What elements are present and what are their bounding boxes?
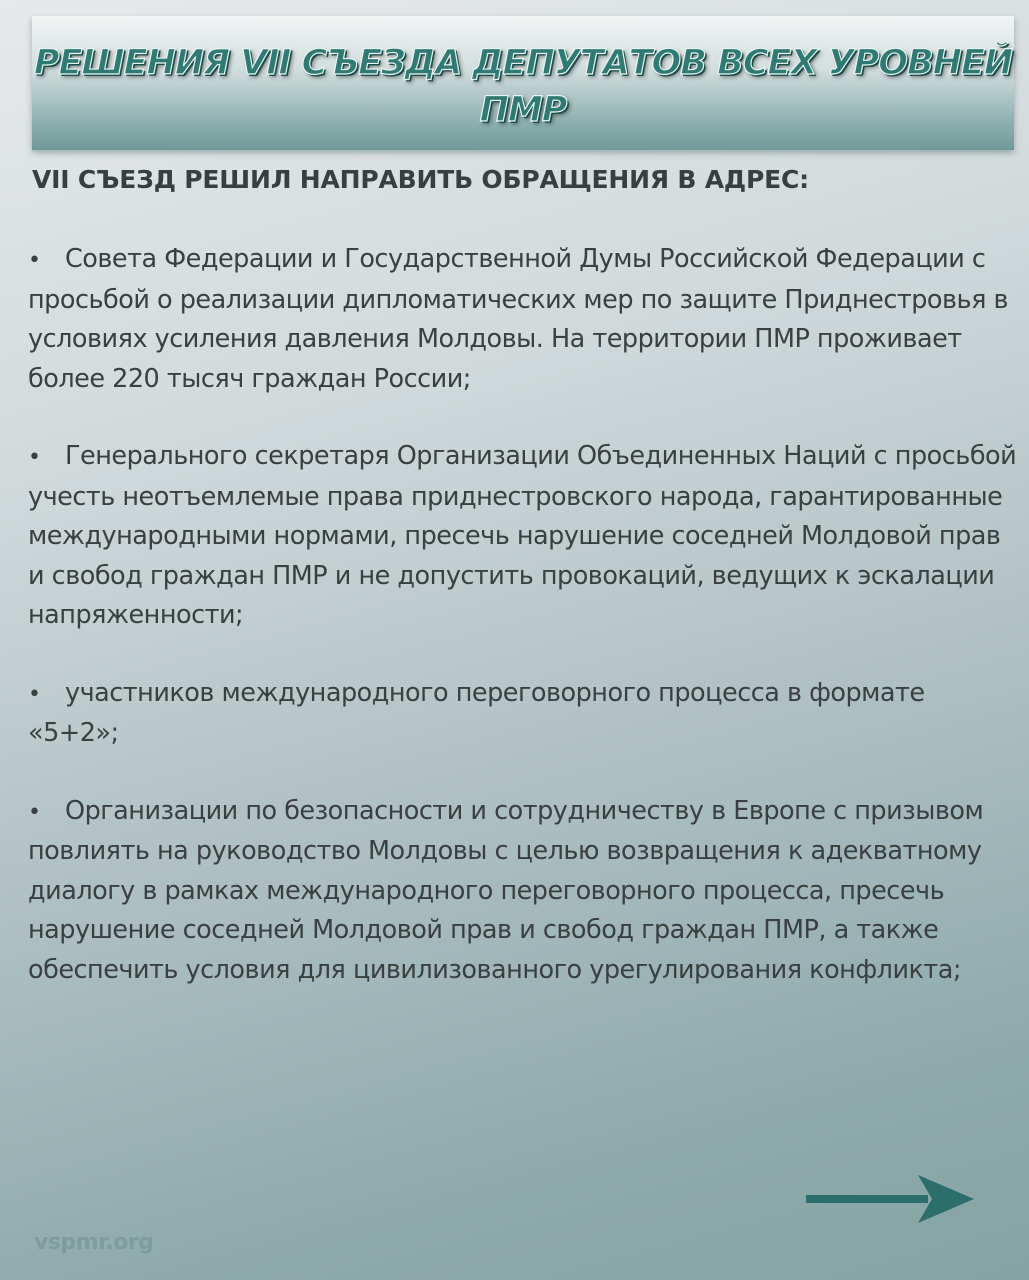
list-item-text: Организации по безопасности и сотрудничеству в Европе с призывом повлиять на руководство Молдовы с целью возвращения к адекватному диалогу в рамках международного переговорного процесса, пресечь нарушение соседней Молдовой прав и свобод граждан ПМР, а также обеспечить условия для цивилизованного урегулирования конфликта; [28, 795, 984, 985]
header-banner [32, 16, 1014, 150]
page-title: РЕШЕНИЯ VII СЪЕЗДА ДЕПУТАТОВ ВСЕХ УРОВНЕЙ ПМР [33, 43, 1013, 130]
arrow-shaft [806, 1195, 928, 1203]
bullet-icon: • [28, 248, 41, 273]
list-item-text: Генерального секретаря Организации Объединенных Наций с просьбой учесть неотъемлемые права приднестровского народа, гарантированные международными нормами, пресечь нарушение соседней Молдовой прав и свобод граждан ПМР и не допустить провокаций, ведущих к эскалации напряженности; [28, 441, 1017, 630]
list-item [28, 240, 1020, 399]
list-item [28, 437, 1020, 636]
site-watermark: vspmr.org [34, 1230, 154, 1255]
bullet-icon: • [28, 681, 41, 707]
intro-heading: VII СЪЕЗД РЕШИЛ НАПРАВИТЬ ОБРАЩЕНИЯ В АДРЕС: [32, 165, 809, 194]
bullet-icon: • [28, 445, 41, 470]
addressee-list [28, 240, 1020, 1028]
list-item [28, 674, 1020, 754]
list-item-text: участников международного переговорного процесса в формате «5+2»; [28, 677, 925, 748]
bullet-icon: • [28, 799, 41, 825]
list-item-text: Совета Федерации и Государственной Думы Российской Федерации с просьбой о реализации дипломатических мер по защите Приднестровья в условиях усиления давления Молдовы. На территории ПМР проживает более 220 тысяч граждан России; [28, 244, 1009, 394]
list-item [28, 792, 1020, 991]
arrow-right-icon[interactable] [804, 1172, 976, 1226]
